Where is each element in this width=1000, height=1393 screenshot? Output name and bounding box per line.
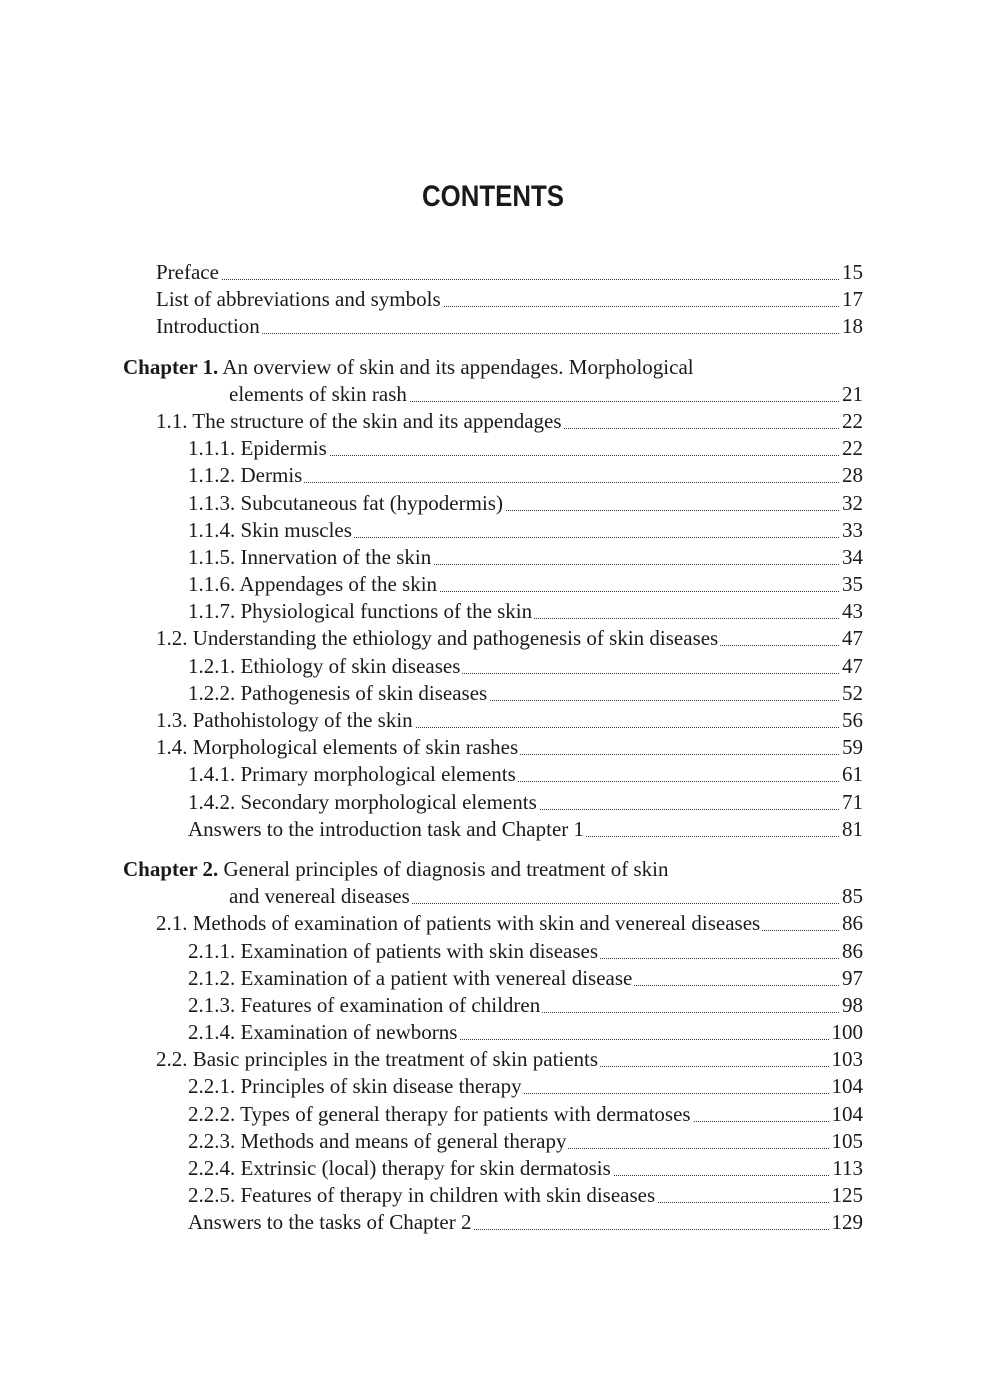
toc-page-number: 86 — [840, 938, 863, 965]
toc-entry-label: 1.1.4. Skin muscles — [188, 517, 354, 544]
toc-page-number: 43 — [840, 598, 863, 625]
toc-entry[interactable] — [0, 517, 1000, 544]
chapter-label: Chapter 1. — [123, 354, 219, 379]
toc-page-number: 105 — [830, 1128, 864, 1155]
toc-entry[interactable] — [0, 761, 1000, 788]
toc-entry-preface[interactable] — [0, 259, 1000, 286]
chapter-title-cont: elements of skin rash — [229, 381, 409, 408]
toc-entry-label: 1.2.1. Ethiology of skin diseases — [188, 653, 462, 680]
toc-entry-label: 1.4.2. Secondary morphological elements — [188, 789, 539, 816]
toc-entry[interactable] — [0, 653, 1000, 680]
toc-entry-label: Answers to the tasks of Chapter 2 — [188, 1209, 473, 1236]
toc-entry-label: 1.3. Pathohistology of the skin — [156, 707, 415, 734]
chapter-label: Chapter 2. — [123, 856, 219, 881]
toc-entry[interactable] — [0, 734, 1000, 761]
toc-entry[interactable] — [0, 598, 1000, 625]
toc-entry-abbreviations[interactable] — [0, 286, 1000, 313]
toc-entry-label: 1.1. The structure of the skin and its appendages — [156, 408, 564, 435]
toc-page-number: 104 — [830, 1073, 864, 1100]
toc-entry[interactable] — [0, 1046, 1000, 1073]
toc-page-number: 28 — [840, 462, 863, 489]
toc-entry[interactable] — [0, 789, 1000, 816]
toc-entry-label: 1.1.5. Innervation of the skin — [188, 544, 433, 571]
toc-entry-label: 1.4.1. Primary morphological elements — [188, 761, 518, 788]
toc-entry[interactable] — [0, 462, 1000, 489]
toc-entry[interactable] — [0, 1182, 1000, 1209]
toc-entry-label: 2.1.2. Examination of a patient with venereal disease — [188, 965, 634, 992]
table-of-contents — [0, 259, 1000, 1237]
toc-entry-introduction[interactable] — [0, 313, 1000, 340]
toc-entry-label: 2.1. Methods of examination of patients with skin and venereal diseases — [156, 910, 762, 937]
toc-page-number: 17 — [840, 286, 863, 313]
toc-entry[interactable] — [0, 965, 1000, 992]
toc-page-number: 104 — [830, 1101, 864, 1128]
toc-page-number: 97 — [840, 965, 863, 992]
toc-page-number: 47 — [840, 653, 863, 680]
toc-entry-label: 2.1.4. Examination of newborns — [188, 1019, 459, 1046]
toc-entry-label: 1.2.2. Pathogenesis of skin diseases — [188, 680, 489, 707]
toc-entry-label: 2.1.3. Features of examination of children — [188, 992, 542, 1019]
toc-entry[interactable] — [0, 435, 1000, 462]
toc-page-number: 125 — [830, 1182, 864, 1209]
toc-entry[interactable] — [0, 544, 1000, 571]
toc-entry-label: 2.2.1. Principles of skin disease therapy — [188, 1073, 524, 1100]
toc-page-number: 33 — [840, 517, 863, 544]
toc-entry-label: 1.2. Understanding the ethiology and pathogenesis of skin diseases — [156, 625, 720, 652]
chapter-1-heading-cont[interactable] — [0, 381, 1000, 408]
chapter-1-heading[interactable] — [0, 354, 1000, 381]
toc-page-number: 98 — [840, 992, 863, 1019]
toc-page-number: 32 — [840, 490, 863, 517]
toc-entry-label: List of abbreviations and symbols — [156, 286, 443, 313]
dot-leader — [156, 333, 863, 334]
toc-page-number: 85 — [840, 883, 863, 910]
toc-entry[interactable] — [0, 992, 1000, 1019]
toc-entry[interactable] — [0, 490, 1000, 517]
toc-entry[interactable] — [0, 408, 1000, 435]
toc-page-number: 71 — [840, 789, 863, 816]
toc-entry[interactable] — [0, 1073, 1000, 1100]
toc-page-number: 113 — [830, 1155, 863, 1182]
chapter-title: General principles of diagnosis and treatment of skin — [223, 856, 669, 881]
toc-page-number: 18 — [840, 313, 863, 340]
toc-entry[interactable] — [0, 910, 1000, 937]
toc-entry-label: 2.2.3. Methods and means of general therapy — [188, 1128, 568, 1155]
toc-entry-label: Introduction — [156, 313, 262, 340]
toc-entry[interactable] — [0, 1101, 1000, 1128]
chapter-2-heading[interactable] — [0, 856, 1000, 883]
toc-entry[interactable] — [0, 680, 1000, 707]
toc-page-number: 86 — [840, 910, 863, 937]
toc-page-number: 103 — [830, 1046, 864, 1073]
chapter-2-heading-cont[interactable] — [0, 883, 1000, 910]
toc-entry[interactable] — [0, 571, 1000, 598]
toc-page-number: 59 — [840, 734, 863, 761]
toc-entry-label: 2.2.2. Types of general therapy for patients with dermatoses — [188, 1101, 693, 1128]
toc-page-number: 35 — [840, 571, 863, 598]
toc-entry[interactable] — [0, 1209, 1000, 1236]
toc-entry[interactable] — [0, 816, 1000, 843]
toc-entry-label: Answers to the introduction task and Chapter 1 — [188, 816, 586, 843]
toc-entry-label: Preface — [156, 259, 221, 286]
toc-entry-label: 2.1.1. Examination of patients with skin diseases — [188, 938, 600, 965]
toc-entry-label: 2.2.4. Extrinsic (local) therapy for skin dermatosis — [188, 1155, 613, 1182]
chapter-title: An overview of skin and its appendages. Morphological — [222, 354, 694, 379]
toc-entry[interactable] — [0, 625, 1000, 652]
toc-entry-label: 1.1.6. Appendages of the skin — [188, 571, 439, 598]
page-title: CONTENTS — [422, 180, 564, 213]
dot-leader — [156, 279, 863, 280]
toc-entry[interactable] — [0, 938, 1000, 965]
toc-entry-label: 2.2.5. Features of therapy in children with skin diseases — [188, 1182, 657, 1209]
toc-page-number: 15 — [840, 259, 863, 286]
toc-entry-label: 1.1.1. Epidermis — [188, 435, 329, 462]
toc-page-number: 100 — [830, 1019, 864, 1046]
toc-page-number: 22 — [840, 408, 863, 435]
toc-page-number: 21 — [840, 381, 863, 408]
toc-entry-label: 1.1.7. Physiological functions of the skin — [188, 598, 534, 625]
toc-page-number: 81 — [840, 816, 863, 843]
toc-entry-label: 1.4. Morphological elements of skin rashes — [156, 734, 520, 761]
toc-page-number: 22 — [840, 435, 863, 462]
toc-page-number: 47 — [840, 625, 863, 652]
toc-page-number: 52 — [840, 680, 863, 707]
toc-page-number: 56 — [840, 707, 863, 734]
toc-entry-label: 1.1.3. Subcutaneous fat (hypodermis) — [188, 490, 505, 517]
chapter-title-cont: and venereal diseases — [229, 883, 412, 910]
toc-entry[interactable] — [0, 1128, 1000, 1155]
toc-page-number: 34 — [840, 544, 863, 571]
toc-entry[interactable] — [0, 1155, 1000, 1182]
toc-entry-label: 2.2. Basic principles in the treatment of skin patients — [156, 1046, 600, 1073]
toc-page-number: 129 — [830, 1209, 864, 1236]
toc-entry-label: 1.1.2. Dermis — [188, 462, 304, 489]
toc-entry[interactable] — [0, 1019, 1000, 1046]
toc-page-number: 61 — [840, 761, 863, 788]
toc-entry[interactable] — [0, 707, 1000, 734]
